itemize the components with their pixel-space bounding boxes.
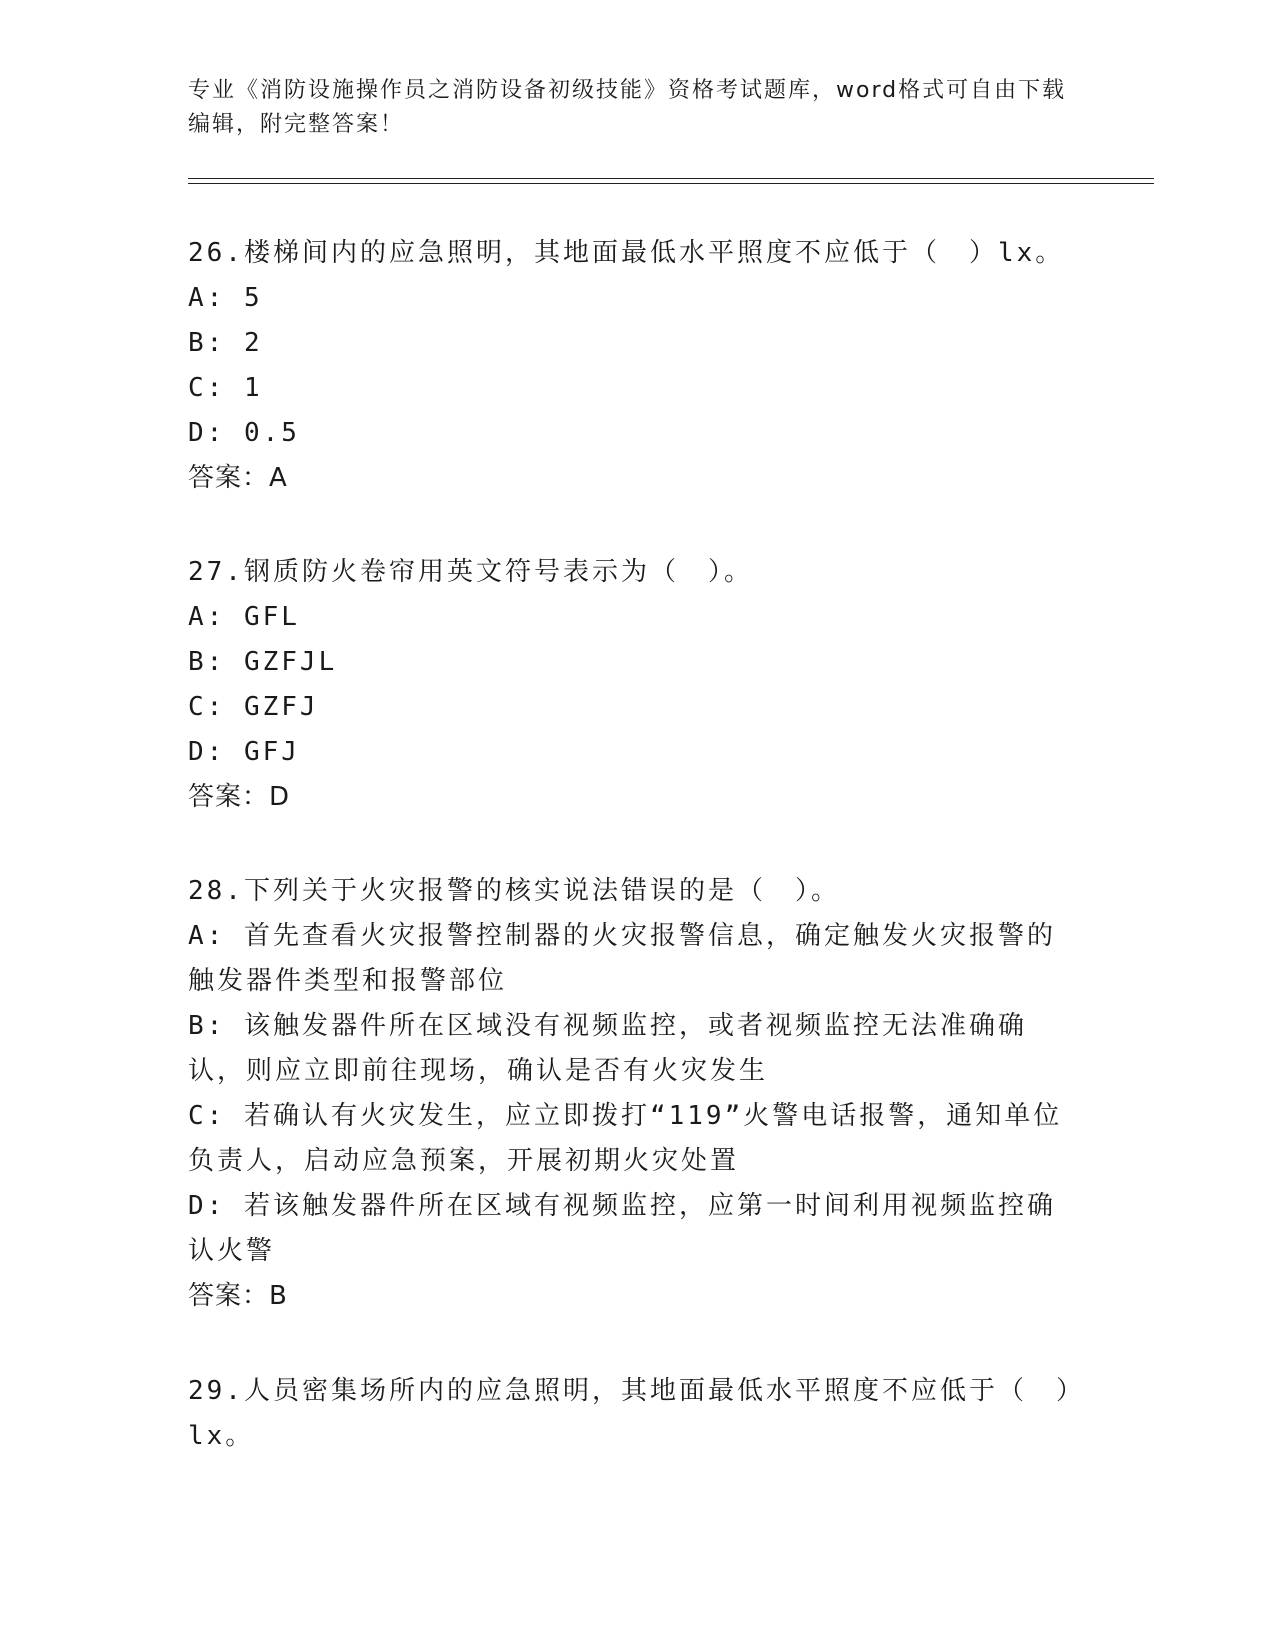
option-a: A: 首先查看火灾报警控制器的火灾报警信息，确定触发火灾报警的触发器件类型和报警部位: [188, 921, 1056, 996]
option-a: A: 5: [188, 283, 263, 313]
question-stem: 27.钢质防火卷帘用英文符号表示为（ ）。: [188, 557, 753, 587]
header-divider-bottom: [188, 183, 1154, 184]
question-stem: 26.楼梯间内的应急照明，其地面最低水平照度不应低于（ ）lx。: [188, 238, 1065, 268]
option-c: C: 若确认有火灾发生，应立即拨打“119”火警电话报警，通知单位负责人，启动应急预案，开展初期火灾处置: [188, 1101, 1063, 1176]
question-26: [188, 231, 1078, 501]
question-stem: 28.下列关于火灾报警的核实说法错误的是（ ）。: [188, 876, 840, 906]
question-27: [188, 550, 1078, 820]
question-29: [188, 1369, 1078, 1459]
option-c: C: GZFJ: [188, 692, 319, 722]
question-28: [188, 869, 1078, 1319]
question-stem: 29.人员密集场所内的应急照明，其地面最低水平照度不应低于（ ）lx。: [188, 1376, 1072, 1451]
option-b: B: GZFJL: [188, 647, 338, 677]
answer-line: 答案：A: [188, 463, 288, 493]
answer-line: 答案：D: [188, 782, 291, 812]
document-intro: 专业《消防设施操作员之消防设备初级技能》资格考试题库，word格式可自由下载编辑，附完整答案！: [188, 78, 1067, 137]
header-divider-top: [188, 178, 1154, 179]
option-c: C: 1: [188, 373, 263, 403]
option-d: D: 若该触发器件所在区域有视频监控，应第一时间利用视频监控确认火警: [188, 1191, 1056, 1266]
option-d: D: 0.5: [188, 418, 300, 448]
answer-line: 答案：B: [188, 1281, 288, 1311]
option-a: A: GFL: [188, 602, 300, 632]
option-b: B: 该触发器件所在区域没有视频监控，或者视频监控无法准确确认，则应立即前往现场，确认是否有火灾发生: [188, 1011, 1027, 1086]
option-d: D: GFJ: [188, 737, 300, 767]
option-b: B: 2: [188, 328, 263, 358]
